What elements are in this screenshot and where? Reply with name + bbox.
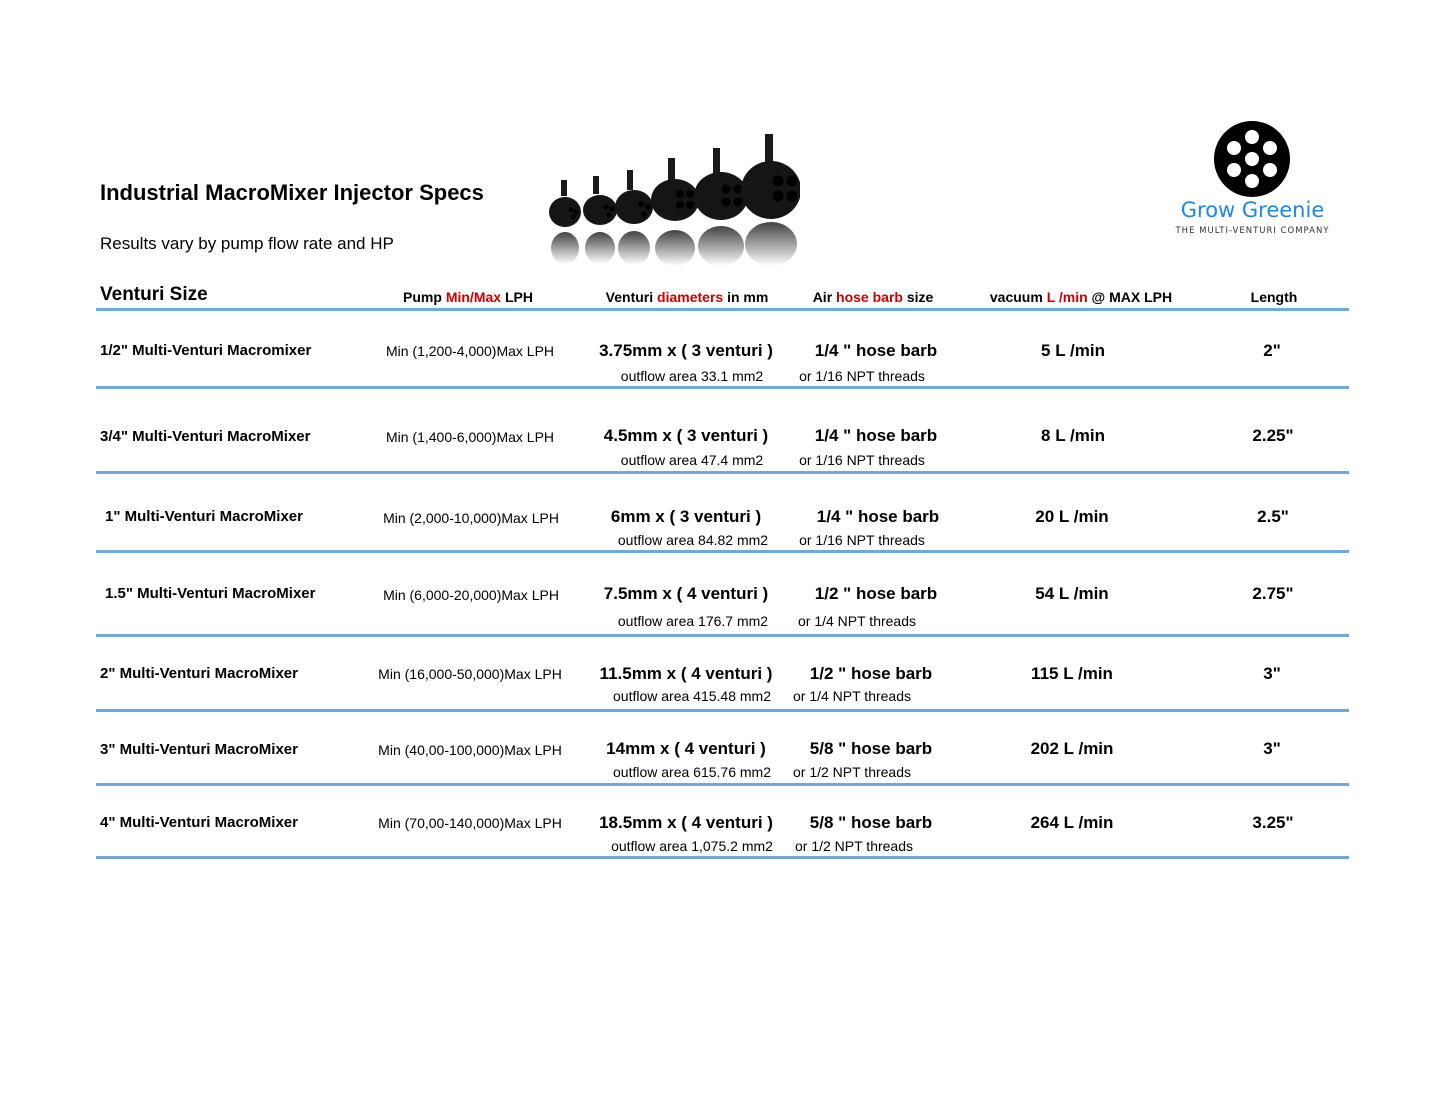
row-outflow: outflow area 176.7 mm2 [617,613,769,629]
row-divider [96,471,1349,474]
row-diameter: 11.5mm x ( 4 venturi ) [599,664,773,683]
row-length: 2.25" [1252,426,1294,445]
row-diameter: 14mm x ( 4 venturi ) [606,739,766,758]
header-barb [813,289,934,305]
row-size: 1.5" Multi-Venturi MacroMixer [105,585,316,602]
brand-tagline: THE MULTI-VENTURI COMPANY [1175,226,1330,236]
row-length: 2.75" [1252,584,1294,603]
injector-lineup-icon [545,128,800,276]
row-pump: Min (2,000-10,000)Max LPH [383,510,559,526]
row-diameter: 18.5mm x ( 4 venturi ) [599,813,773,832]
header-barb-post: size [902,289,934,305]
row-threads: or 1/2 NPT threads [792,764,912,780]
header-diameter-post: in mm [723,289,769,305]
row-barb: 5/8 " hose barb [809,813,933,832]
row-size: 1" Multi-Venturi MacroMixer [105,508,303,525]
row-barb: 1/4 " hose barb [814,426,938,445]
header-barb-highlight: hose barb [836,289,903,305]
row-length: 3.25" [1252,813,1294,832]
row-threads: or 1/16 NPT threads [799,452,925,468]
row-pump: Min (16,000-50,000)Max LPH [378,666,562,682]
row-divider [96,783,1349,786]
header-pump [403,289,533,305]
row-length: 3" [1263,664,1281,683]
row-threads: or 1/16 NPT threads [799,532,925,548]
header-pump-pre: Pump [403,289,446,305]
brand-name: Grow Greenie [1180,198,1325,222]
page-subtitle: Results vary by pump flow rate and HP [100,234,394,253]
row-pump: Min (6,000-20,000)Max LPH [383,587,559,603]
row-outflow: outflow area 615.76 mm2 [613,764,771,780]
row-barb: 1/2 " hose barb [809,664,933,683]
row-size: 2" Multi-Venturi MacroMixer [100,665,298,682]
row-divider [96,856,1349,859]
row-diameter: 7.5mm x ( 4 venturi ) [603,584,769,603]
row-diameter: 4.5mm x ( 3 venturi ) [603,426,769,445]
row-pump: Min (1,200-4,000)Max LPH [385,343,555,359]
row-threads: or 1/4 NPT threads [797,613,917,629]
row-vacuum: 20 L /min [1035,507,1109,526]
header-vacuum-highlight: L /min [1046,289,1088,305]
header-pump-post: LPH [501,289,533,305]
row-barb: 1/4 " hose barb [816,507,940,526]
header-vacuum-pre: vacuum [989,289,1047,305]
row-diameter: 3.75mm x ( 3 venturi ) [599,341,773,360]
row-size: 3/4" Multi-Venturi MacroMixer [100,428,311,445]
header-diameter-pre: Venturi [605,289,658,305]
row-vacuum: 202 L /min [1030,739,1114,758]
header-diameter-highlight: diameters [657,289,724,305]
row-size: 3" Multi-Venturi MacroMixer [100,741,298,758]
row-threads: or 1/4 NPT threads [792,688,912,704]
row-divider [96,709,1349,712]
row-vacuum: 54 L /min [1035,584,1109,603]
header-divider [96,308,1349,311]
row-outflow: outflow area 47.4 mm2 [620,452,764,468]
row-pump: Min (1,400-6,000)Max LPH [385,429,555,445]
row-size: 4" Multi-Venturi MacroMixer [100,814,298,831]
row-barb: 1/2 " hose barb [814,584,938,603]
header-vacuum-post: @ MAX LPH [1087,289,1173,305]
multi-venturi-logo-icon [1213,120,1291,198]
row-divider [96,634,1349,637]
row-outflow: outflow area 1,075.2 mm2 [611,838,773,854]
row-size: 1/2" Multi-Venturi Macromixer [100,342,312,359]
row-pump: Min (70,00-140,000)Max LPH [378,815,562,831]
brand-logo [1165,118,1345,243]
header-length: Length [1250,289,1298,305]
header-vacuum [990,289,1172,305]
row-divider [96,386,1349,389]
row-barb: 1/4 " hose barb [814,341,938,360]
row-outflow: outflow area 415.48 mm2 [613,688,771,704]
product-image [545,128,800,276]
row-outflow: outflow area 84.82 mm2 [617,532,769,548]
header-barb-pre: Air [812,289,837,305]
row-divider [96,550,1349,553]
row-diameter: 6mm x ( 3 venturi ) [610,507,762,526]
row-vacuum: 264 L /min [1030,813,1114,832]
header-diameter [606,289,769,305]
row-length: 2" [1263,341,1281,360]
row-threads: or 1/2 NPT threads [794,838,914,854]
header-pump-highlight: Min/Max [445,289,502,305]
row-outflow: outflow area 33.1 mm2 [620,368,764,384]
page-title: Industrial MacroMixer Injector Specs [100,180,484,205]
row-threads: or 1/16 NPT threads [799,368,925,384]
row-pump: Min (40,00-100,000)Max LPH [378,742,562,758]
row-vacuum: 115 L /min [1031,664,1113,683]
row-barb: 5/8 " hose barb [809,739,933,758]
row-length: 3" [1263,739,1281,758]
row-vacuum: 5 L /min [1041,341,1105,360]
header-venturi-size: Venturi Size [100,284,208,305]
row-length: 2.5" [1257,507,1289,526]
row-vacuum: 8 L /min [1041,426,1105,445]
